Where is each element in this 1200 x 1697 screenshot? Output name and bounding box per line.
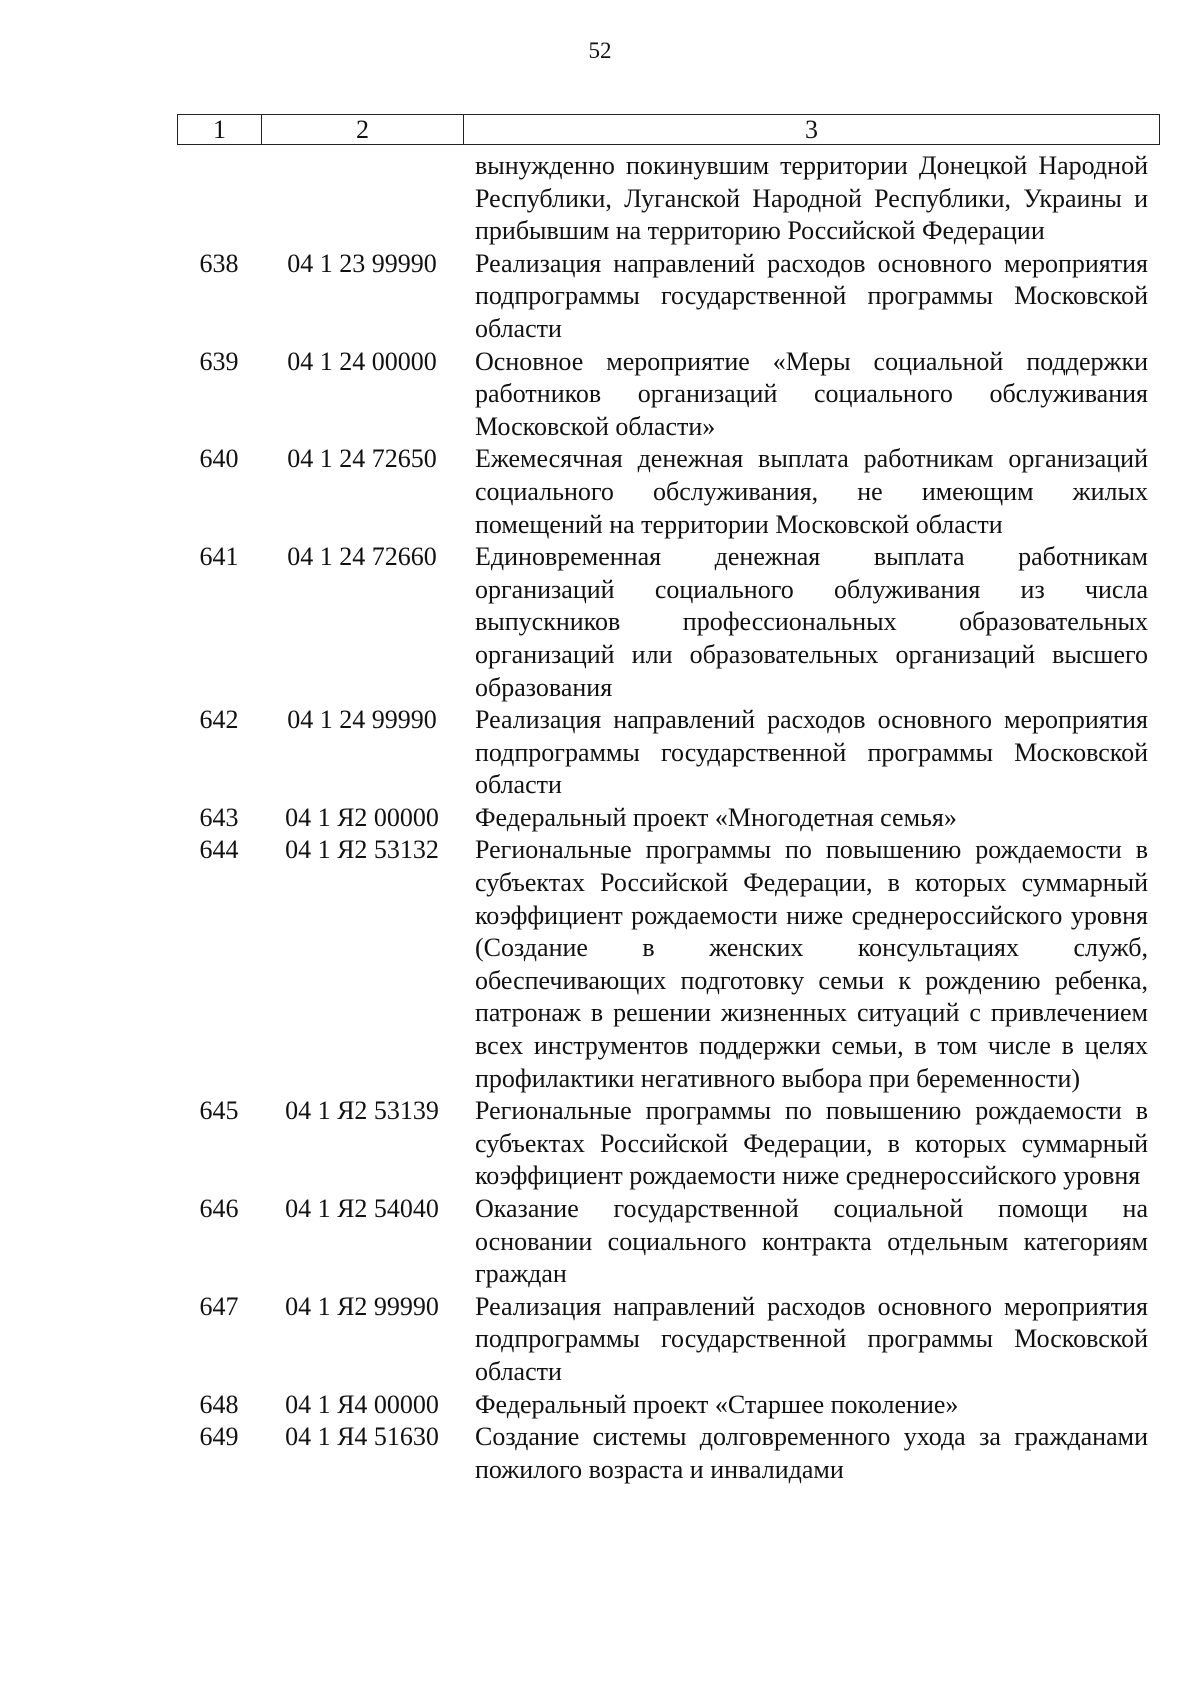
table-row: [177, 704, 1160, 802]
row-code: 04 1 24 00000: [287, 346, 437, 376]
row-code: 04 1 23 99990: [287, 248, 437, 278]
table-row: [177, 150, 1160, 248]
table-header: [177, 114, 1160, 145]
header-col-2: 2: [262, 115, 464, 144]
table-row: [177, 834, 1160, 1095]
row-number: 641: [199, 542, 239, 572]
row-text: вынужденно покинувшим территории Донецкой Народной Республики, Луганской Народной Республики, Украины и прибывшим на территорию Российской Федерации: [475, 151, 1148, 246]
row-code: 04 1 Я2 00000: [285, 802, 439, 832]
row-text: Региональные программы по повышению рождаемости в субъектах Российской Федерации, в которых суммарный коэффициент рождаемости ниже среднероссийского уровня: [475, 1096, 1148, 1191]
table-row: [177, 443, 1160, 541]
row-number: 648: [199, 1389, 239, 1419]
table-row: [177, 1389, 1160, 1422]
row-code: 04 1 24 99990: [287, 705, 437, 735]
row-text: Оказание государственной социальной помощи на основании социального контракта отдельным категориям граждан: [475, 1194, 1148, 1289]
row-code: 04 1 Я2 53139: [285, 1096, 439, 1126]
row-number: 649: [199, 1422, 239, 1452]
row-number: 644: [199, 835, 239, 865]
row-code: 04 1 Я4 00000: [285, 1389, 439, 1419]
row-text: Единовременная денежная выплата работникам организаций социального облуживания из числа выпускников профессиональных образовательных организаций или образовательных организаций высшего образования: [475, 542, 1148, 702]
table-row: [177, 1095, 1160, 1193]
row-code: 04 1 24 72650: [287, 444, 437, 474]
table-row: [177, 541, 1160, 704]
table-row: [177, 1421, 1160, 1486]
table-body: [177, 150, 1160, 1486]
table-row: [177, 346, 1160, 444]
row-number: [177, 150, 261, 248]
row-code: 04 1 24 72660: [287, 542, 437, 572]
table-row: [177, 802, 1160, 835]
row-text: Реализация направлений расходов основного мероприятия подпрограммы государственной программы Московской области: [475, 1291, 1148, 1386]
row-text: Основное мероприятие «Меры социальной поддержки работников организаций социального обслуживания Московской области»: [475, 346, 1148, 441]
row-code: 04 1 Я2 99990: [285, 1291, 439, 1321]
row-text: Реализация направлений расходов основного мероприятия подпрограммы государственной программы Московской области: [475, 248, 1148, 343]
row-code: 04 1 Я4 51630: [285, 1422, 439, 1452]
row-number: 638: [199, 248, 239, 278]
row-number: 645: [199, 1096, 239, 1126]
row-number: 640: [199, 444, 239, 474]
row-code: 04 1 Я2 53132: [285, 835, 439, 865]
table-row: [177, 1193, 1160, 1291]
table-row: [177, 1291, 1160, 1389]
page-number: 52: [588, 38, 612, 63]
table-row: [177, 248, 1160, 346]
row-number: 646: [199, 1194, 239, 1223]
row-number: 647: [199, 1291, 239, 1321]
row-code: [261, 150, 463, 248]
row-text: Реализация направлений расходов основного мероприятия подпрограммы государственной программы Московской области: [475, 705, 1148, 800]
row-number: 642: [199, 705, 239, 735]
header-col-1: 1: [178, 115, 262, 144]
row-text: Федеральный проект «Многодетная семья»: [475, 802, 957, 832]
header-col-3: 3: [805, 115, 818, 144]
row-text: Федеральный проект «Старшее поколение»: [475, 1389, 959, 1419]
row-number: 639: [199, 346, 239, 376]
row-text: Ежемесячная денежная выплата работникам организаций социального обслуживания, не имеющим жилых помещений на территории Московской области: [475, 444, 1148, 539]
row-text: Создание системы долговременного ухода за гражданами пожилого возраста и инвалидами: [475, 1422, 1148, 1484]
row-code: 04 1 Я2 54040: [285, 1194, 439, 1223]
row-number: 643: [199, 802, 239, 832]
row-text: Региональные программы по повышению рождаемости в субъектах Российской Федерации, в которых суммарный коэффициент рождаемости ниже среднероссийского уровня (Создание в женских консультациях служб, обеспечивающих подготовку семьи к рождению ребенка, патронаж в решении жизненных ситуаций с привлечением всех инструментов поддержки семьи, в том числе в целях профилактики негативного выбора при беременности): [475, 835, 1148, 1093]
